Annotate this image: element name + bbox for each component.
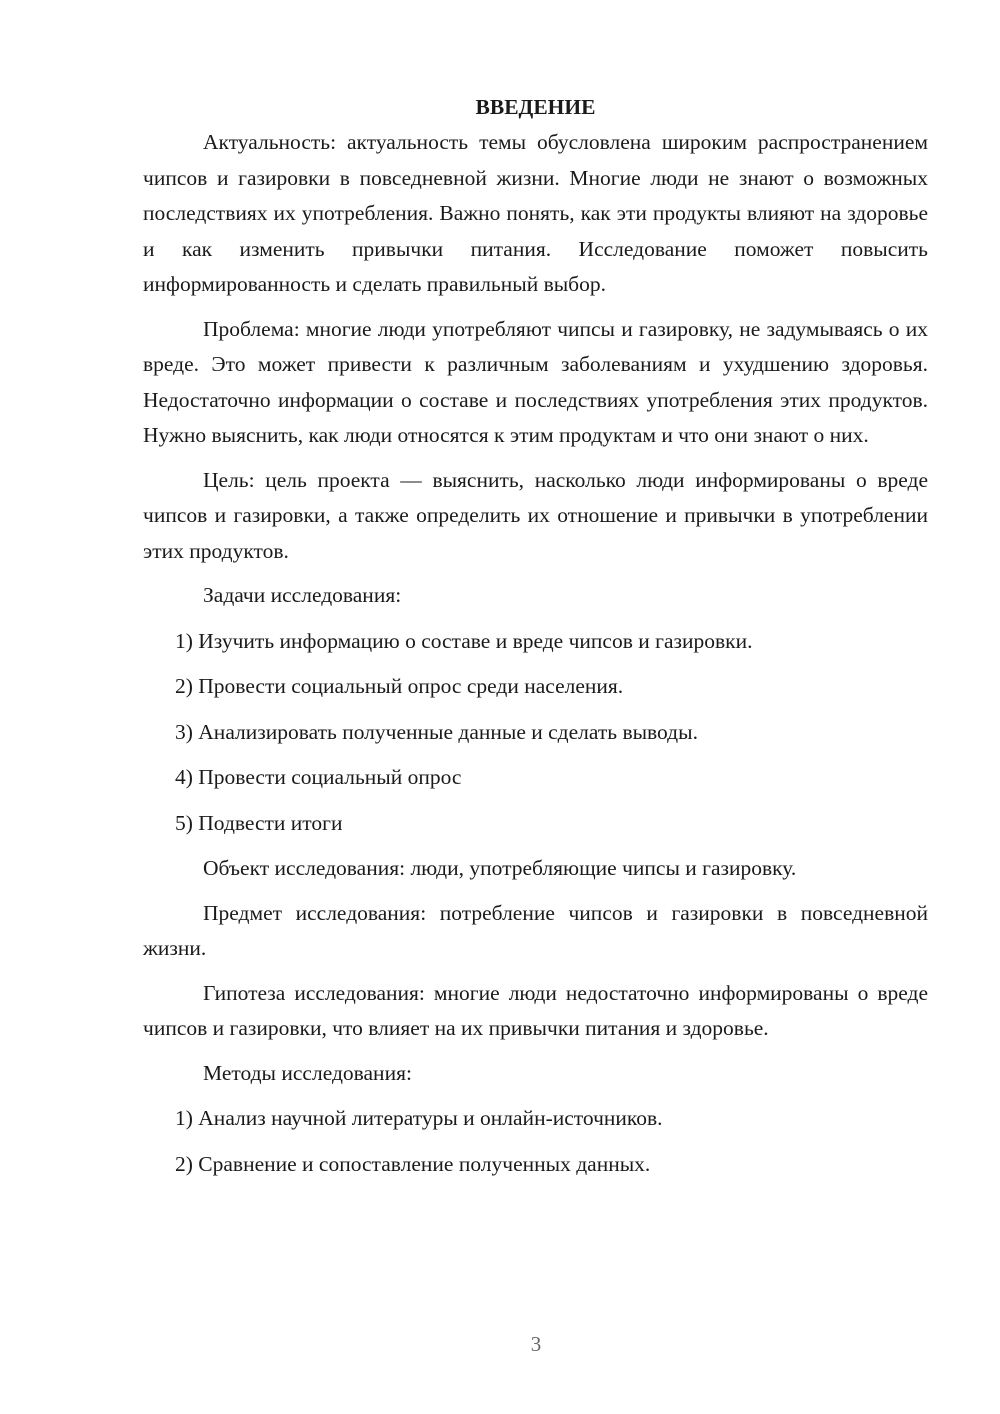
task-item: 4) Провести социальный опрос xyxy=(175,765,462,789)
task-item: 1) Изучить информацию о составе и вреде чипсов и газировки. xyxy=(175,628,753,653)
tasks-list xyxy=(143,624,928,842)
task-item: 5) Подвести итоги xyxy=(175,810,343,835)
section-title: ВВЕДЕНИЕ xyxy=(475,95,596,119)
subject-paragraph: Предмет исследования: потребление чипсов и газировки в повседневной жизни. xyxy=(143,900,928,960)
object-paragraph: Объект исследования: люди, употребляющие чипсы и газировку. xyxy=(203,856,797,880)
tasks-heading: Задачи исследования: xyxy=(203,583,402,607)
hypothesis-paragraph: Гипотеза исследования: многие люди недостаточно информированы о вреде чипсов и газировки, что влияет на их привычки питания и здоровье. xyxy=(143,980,928,1040)
problem-paragraph: Проблема: многие люди употребляют чипсы и газировку, не задумываясь о их вреде. Это может привести к различным заболеваниям и ухудшению здоровья. Недостаточно информации о составе и последствиях употребления этих продуктов. Нужно выяснить, как люди относятся к этим продуктам и что они знают о них. xyxy=(143,316,928,447)
task-item: 3) Анализировать полученные данные и сделать выводы. xyxy=(175,719,698,744)
goal-paragraph: Цель: цель проекта — выяснить, насколько люди информированы о вреде чипсов и газировки, а также определить их отношение и привычки в употреблении этих продуктов. xyxy=(143,467,928,563)
methods-heading: Методы исследования: xyxy=(203,1060,412,1085)
document-body xyxy=(143,90,928,1192)
relevance-paragraph: Актуальность: актуальность темы обусловлена широким распространением чипсов и газировки в повседневной жизни. Многие люди не знают о возможных последствиях их употребления. Важно понять, как эти продукты влияют на здоровье и как изменить привычки питания. Исследование поможет повысить информированность и сделать правильный выбор. xyxy=(143,130,928,296)
page-number: 3 xyxy=(530,1332,542,1356)
method-item: 2) Сравнение и сопоставление полученных данных. xyxy=(175,1151,651,1176)
method-item: 1) Анализ научной литературы и онлайн-источников. xyxy=(175,1106,663,1130)
task-item: 2) Провести социальный опрос среди населения. xyxy=(175,674,624,698)
methods-list xyxy=(143,1101,928,1182)
